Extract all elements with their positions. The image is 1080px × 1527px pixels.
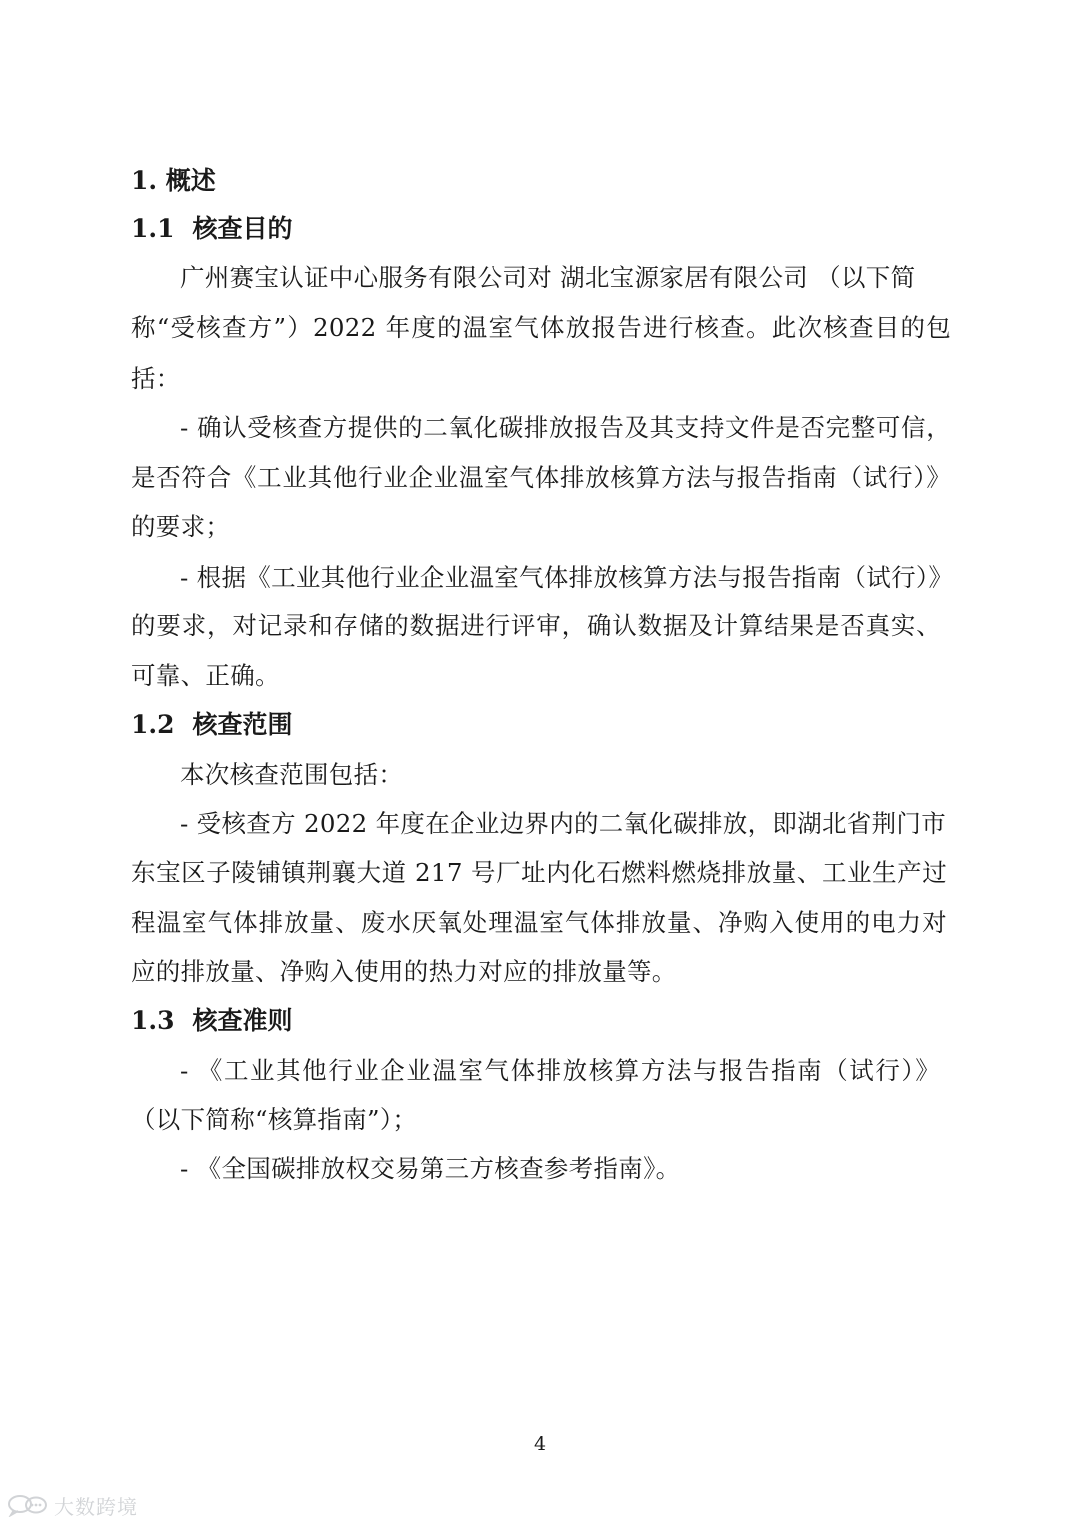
section-1-3-heading [131,1004,293,1038]
section-title: 核查准则 [192,1006,293,1035]
section-number: 1.3 [131,1006,175,1035]
bullet-line: 程温室气体排放量、废水厌氧处理温室气体排放量、净购入使用的电力对 [131,908,947,937]
section-title: 核查范围 [192,710,293,739]
paragraph-line: 本次核查范围包括： [180,760,404,789]
bullet-line: - 受核查方 2022 年度在企业边界内的二氧化碳排放，即湖北省荆门市 [180,809,946,838]
paragraph-line: 括： [131,364,181,393]
bullet-line: 是否符合《工业其他行业企业温室气体排放核算方法与报告指南（试行）》 [131,463,951,492]
bullet-line: 可靠、正确。 [131,661,280,690]
bullet-line: 的要求，对记录和存储的数据进行评审，确认数据及计算结果是否真实、 [131,611,941,640]
bullet-line: - 根据《工业其他行业企业温室气体排放核算方法与报告指南（试行）》 [180,563,954,592]
watermark-text: 大数跨境 [54,1494,138,1519]
bullet-line: 东宝区子陵铺镇荆襄大道 217 号厂址内化石燃料燃烧排放量、工业生产过 [131,858,947,887]
chat-bubble-logo-icon [6,1493,50,1517]
bullet-line: - 确认受核查方提供的二氧化碳排放报告及其支持文件是否完整可信， [180,413,951,442]
section-number: 1.1 [131,214,175,243]
bullet-line: （以下简称“核算指南”）； [131,1105,418,1134]
bullet-line: 的要求； [131,512,231,541]
bullet-line: - 《全国碳排放权交易第三方核查参考指南》。 [180,1154,681,1183]
paragraph-line: 称“受核查方”）2022 年度的温室气体放报告进行核查。此次核查目的包 [131,313,951,342]
bullet-line: 应的排放量、净购入使用的热力对应的排放量等。 [131,957,677,986]
section-1-1-heading [131,212,293,246]
section-1-heading: 1. 概述 [131,166,216,195]
page-number: 4 [533,1433,547,1455]
section-number: 1.2 [131,710,175,739]
section-title: 核查目的 [192,214,293,243]
bullet-line: - 《工业其他行业企业温室气体排放核算方法与报告指南（试行）》 [180,1056,940,1085]
watermark [6,1490,138,1520]
section-1-2-heading [131,708,293,742]
paragraph-line: 广州赛宝认证中心服务有限公司对 湖北宝源家居有限公司 （以下简 [180,263,916,292]
